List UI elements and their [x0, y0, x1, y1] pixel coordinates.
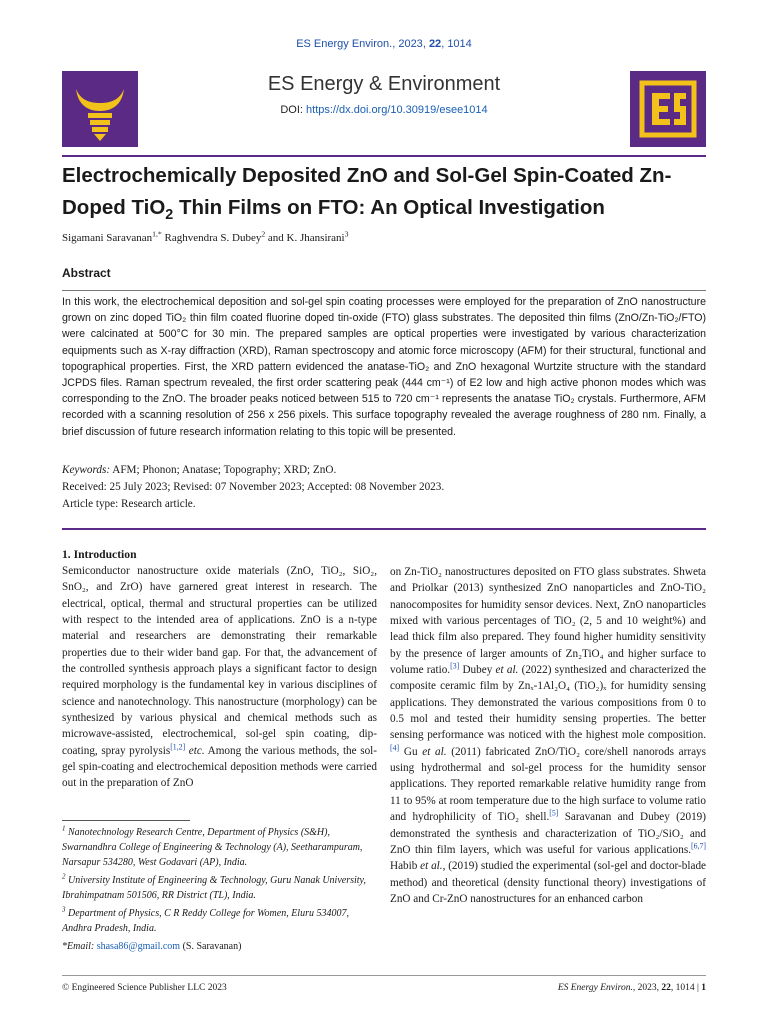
author-2-affil: 2 [261, 229, 266, 239]
body-column-left [62, 563, 377, 792]
title-subscript: 2 [165, 207, 174, 224]
footer-citation [558, 983, 706, 993]
footer-year: , 2023, [632, 983, 662, 993]
citation-volume: 22 [428, 38, 442, 50]
citation-ref[interactable]: [6,7] [691, 841, 706, 851]
footer-article: , 1014 | [670, 983, 702, 993]
intro-text-right-b: Dubey [459, 664, 496, 677]
intro-text-left-2: Among the various methods, the sol-gel spin-coating and electrochemical deposition methods were carried out in the preparation of ZnO [62, 744, 378, 790]
author-list [62, 229, 349, 244]
fn-text: Nanotechnology Research Centre, Department of Physics (S&H), Swarnandhra College of Engineering & Technology (A), Seetharampuram, Narsapur 534280, West Godavari (AP), India. [62, 827, 363, 868]
intro-text-right-h: , (2019) studied the experimental (sol-gel and doctor-blade method) and theoretical (density functional theory) investigations of ZnO and Cr-ZnO nanostructures for an enhanced carbon [390, 860, 707, 905]
header-rule [62, 155, 706, 157]
fn-marker: 1 [62, 824, 66, 833]
footnote-2 [62, 873, 377, 903]
citation-page: 1014 [447, 38, 472, 50]
et-al: et al. [495, 664, 519, 677]
email-link[interactable]: shasa86@gmail.com [96, 941, 181, 952]
intro-etc: etc. [185, 744, 205, 757]
body-column-right [390, 564, 706, 907]
citation-ref[interactable]: [1,2] [170, 742, 186, 752]
fn-text: University Institute of Engineering & Technology, Guru Nanak University, Ibrahimpatnam 501506, RR District (TL), India. [62, 875, 366, 901]
fn-marker: 3 [62, 905, 66, 914]
author-2: Raghvendra S. Dubey [161, 232, 262, 244]
journal-logo-right [630, 71, 706, 147]
citation-ref[interactable]: [5] [549, 808, 559, 818]
intro-text-right-a: on Zn-TiO₂ nanostructures deposited on FTO glass substrates. Shweta and Priolkar (2013) synthesized ZnO nanoparticles and ZnO-TiO₂ nanocomposites for humidity sensor devices. Next, ZnO nanoparticles mixed with various percentages of TiO₂ (2, 5 and 10 weight%) and lead thick film also prepared. They found higher humidity sensitivity by the presence of larger amounts of Zn₂TiO₄ and higher surface to volume ratio. [390, 566, 706, 677]
abstract-text: In this work, the electrochemical deposition and sol-gel spin coating processes were employed for the preparation of ZnO nanostructure grown on zinc doped TiO₂ thin film coated fluorine doped tin-oxide (FTO) glass substrates. The deposited thin films (ZnO/Zn-TiO₂/FTO) were calcinated at 500°C for 30 min. The prepared samples are optical properties were investigated by various characterization equipments such as X-ray diffraction (XRD), Raman spectroscopy and atomic force microscopy (AFM) for their structural, functional and topographical properties. First, the XRD pattern evidenced the anatase-TiO₂ and ZnO hexagonal Wurtzite structure with the standard JCPDS files. Raman spectrum revealed, the first order scattering peak (444 cm⁻¹) of E2 low and high active phonon modes which was corresponding to the ZnO. The broader peaks noticed between 515 to 720 cm⁻¹ represents the anatase TiO₂ crystals. Furthermore, AFM recorded with a scanning resolution of 256 x 256 pixels. This surface topography revealed the average roughness of 280 nm. Finally, a brief discussion of future research information relating to this topic will be presented. [62, 296, 706, 438]
abstract-heading: Abstract [62, 266, 111, 280]
author-3: and K. Jhansirani [265, 232, 345, 244]
running-citation: ES Energy Environ., 2023, 22, 1014 [296, 38, 472, 50]
doi-line [140, 104, 628, 116]
author-3-affil: 3 [344, 229, 349, 239]
footnote-rule [62, 820, 190, 821]
intro-text-left-1: Semiconductor nanostructure oxide materials (ZnO, TiO₂, SiO₂, SnO₂, and ZrO) have garnered great interest in research. The electrical, optical, thermal and structural properties can be utilized with respect to the intended area of applications. ZnO is a n-type material and researchers are demonstrating their remarkable properties due to their wider band gap. For that, the advancement of the controlled synthesis approach plays a significant factor to design required morphology is the fundamental key in various disciplines of science and nanotechnology. This nanostructure (morphology) can be synthesized by various physical and chemical methods such as microwave-assisted, electrochemical, sol-gel spin coating, dip-coating, spray pyrolysis [62, 565, 377, 757]
title-text-part2: Thin Films on FTO: An Optical Investigation [173, 196, 605, 219]
email-label: *Email: [62, 941, 95, 952]
et-al: et al. [422, 745, 447, 758]
article-meta [62, 462, 706, 513]
keywords-label: Keywords: [62, 464, 111, 476]
footnote-1 [62, 825, 377, 870]
et-al: et al. [420, 860, 443, 873]
corresponding-email [62, 939, 377, 954]
title-text-part1: Electrochemically Deposited ZnO and Sol-Gel Spin-Coated Zn-Doped TiO [62, 164, 672, 219]
author-1: Sigamani Saravanan [62, 232, 153, 244]
journal-logo-left [62, 71, 138, 147]
article-type: Article type: Research article. [62, 498, 196, 510]
fn-marker: 2 [62, 872, 66, 881]
doi-label: DOI: [280, 104, 303, 116]
keywords-line [62, 462, 706, 479]
citation-ref[interactable]: [3] [450, 661, 460, 671]
intro-text-right-d: Gu [399, 745, 423, 758]
dates-line: Received: 25 July 2023; Revised: 07 November 2023; Accepted: 08 November 2023. [62, 481, 445, 493]
paper-title [62, 160, 682, 224]
section-heading-introduction: 1. Introduction [62, 548, 137, 561]
copyright: © Engineered Science Publisher LLC 2023 [62, 983, 227, 993]
page-number: 1 [701, 983, 706, 993]
abstract-rule [62, 290, 706, 291]
footnote-3 [62, 906, 377, 936]
intro-text-right-e: (2011) fabricated ZnO/TiO₂ core/shell nanorods arrays using hydrothermal and sol-gel process for the humidity sensor applications. They reported remarkable relative humidity range from 11 to 95% at room temperature due to the high surface to volume ratio and hydrophilicity of TiO₂ shell. [390, 745, 706, 824]
intro-text-right-g: Habib [390, 860, 421, 873]
author-1-affil: 1,* [152, 229, 162, 239]
fn-text: Department of Physics, C R Reddy College for Women, Eluru 534007, Andhra Pradesh, India. [62, 908, 349, 934]
doi-link[interactable]: https://dx.doi.org/10.30919/esee1014 [306, 104, 488, 116]
horns-logo-icon [62, 71, 138, 147]
intro-text-right-f: Saravanan and Dubey (2019) demonstrated the synthesis and characterization of TiO₂/SiO₂ and ZnO thin film layers, which was useful for various applications. [390, 811, 706, 856]
journal-name: ES Energy & Environment [267, 73, 501, 95]
footer-rule [62, 975, 706, 976]
email-author: (S. Saravanan) [180, 941, 242, 952]
meta-rule [62, 528, 706, 530]
intro-text-right-c: (2022) synthesized and characterized the composite ceramic film by Znₓ-1Al₂O₄ (TiO₂)ₓ for humidity sensing applications. They demonstrated the various compositions from 0 to 0.5 mol and tested their humidity sensing properties. The better sensing performance was noticed with the highest mole composition. [390, 664, 706, 742]
citation-ref[interactable]: [4] [390, 743, 400, 753]
es-monogram-icon [630, 71, 706, 147]
footer-volume: 22 [661, 983, 671, 993]
affiliation-footnotes [62, 825, 377, 957]
citation-year: 2023 [398, 38, 423, 50]
footer-journal: ES Energy Environ. [557, 983, 633, 993]
citation-journal: ES Energy Environ. [296, 38, 393, 50]
keywords: AFM; Phonon; Anatase; Topography; XRD; ZnO. [110, 464, 337, 476]
